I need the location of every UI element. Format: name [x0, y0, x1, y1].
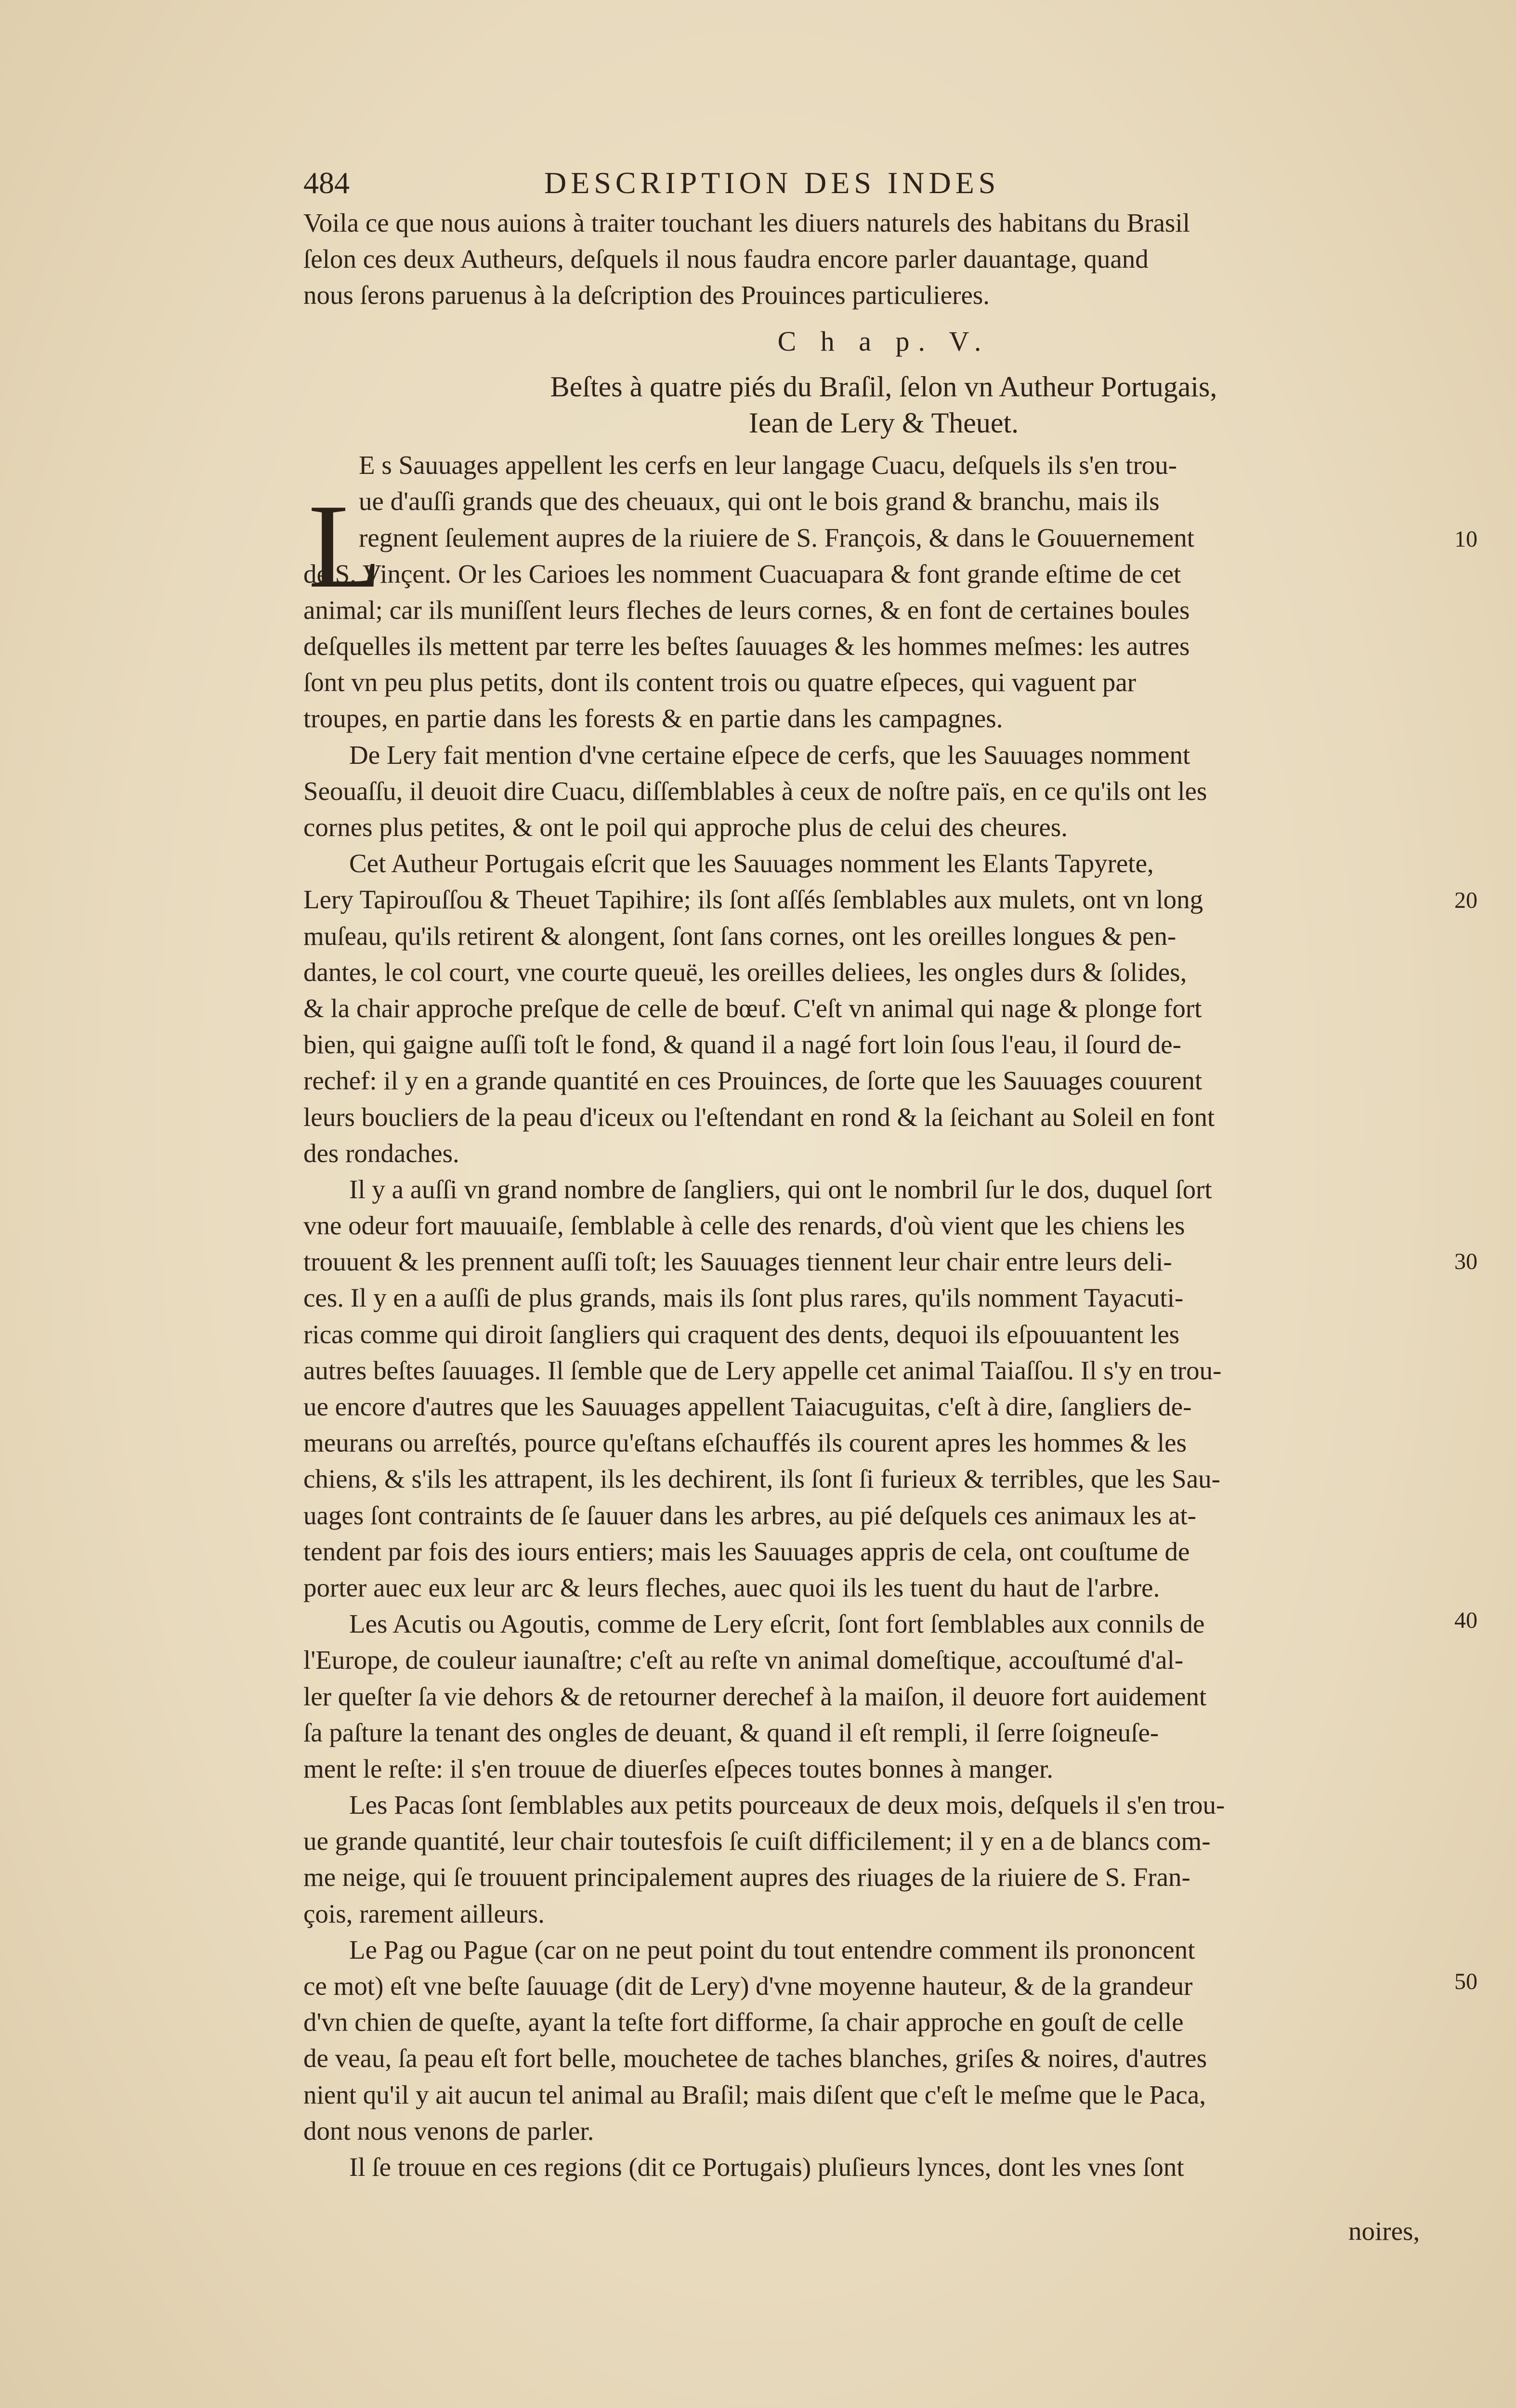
body-line: ler queſter ſa vie dehors & de retourner derechef à la maiſon, il deuore fort auidement — [303, 1681, 1207, 1711]
margin-line-number: 30 — [1454, 1249, 1477, 1274]
body-line: Le Pag ou Pague (car on ne peut point du tout entendre comment ils prononcent — [349, 1935, 1195, 1964]
body-line: deſquelles ils mettent par terre les beſtes ſauuages & les hommes meſmes: les autres — [303, 631, 1190, 661]
body-line: d'vn chien de queſte, ayant la teſte fort difforme, ſa chair approche en gouſt de celle — [303, 2007, 1184, 2037]
body-line: vne odeur fort mauuaiſe, ſemblable à celle des renards, d'où vient que les chiens les — [303, 1211, 1185, 1241]
body-line: leurs boucliers de la peau d'iceux ou l'eſtendant en rond & la ſeichant au Soleil en font — [303, 1102, 1215, 1132]
chapter-heading: C h a p. V. — [777, 325, 990, 357]
margin-line-number: 20 — [1454, 888, 1477, 913]
body-line: ſa paſture la tenant des ongles de deuant, & quand il eſt rempli, il ſerre ſoigneuſe- — [303, 1717, 1159, 1747]
body-line: tendent par fois des iours entiers; mais les Sauuages appris de cela, ont couſtume de — [303, 1536, 1190, 1566]
body-line: Les Pacas ſont ſemblables aux petits pourceaux de deux mois, deſquels il s'en trou- — [349, 1790, 1225, 1820]
body-line: & la chair approche preſque de celle de bœuf. C'eſt vn animal qui nage & plonge fort — [303, 993, 1202, 1023]
margin-line-number: 50 — [1454, 1969, 1477, 1994]
body-line: uages ſont contraints de ſe ſauuer dans les arbres, au pié deſquels ces animaux les at- — [303, 1500, 1197, 1530]
body-line: nient qu'il y ait aucun tel animal au Braſil; mais diſent que c'eſt le meſme que le Paca, — [303, 2080, 1206, 2109]
catchword: noires, — [1348, 2216, 1420, 2246]
body-line: chiens, & s'ils les attrapent, ils les dechirent, ils ſont ſi furieux & terribles, que les Sau- — [303, 1464, 1220, 1494]
body-line: ue grande quantité, leur chair toutesfois ſe cuiſt difficilement; il y en a de blancs com- — [303, 1826, 1211, 1856]
body-line: troupes, en partie dans les forests & en partie dans les campagnes. — [303, 704, 1003, 733]
drop-cap: L — [308, 480, 382, 613]
body-line: porter auec eux leur arc & leurs fleches, auec quoi ils les tuent du haut de l'arbre. — [303, 1572, 1160, 1602]
margin-line-number: 40 — [1454, 1608, 1477, 1633]
body-line: meurans ou arreſtés, pource qu'eſtans eſchauffés ils courent apres les hommes & les — [303, 1428, 1187, 1458]
body-line: ue d'auſſi grands que des cheuaux, qui ont le bois grand & branchu, mais ils — [359, 486, 1160, 516]
body-line: Il y a auſſi vn grand nombre de ſangliers, qui ont le nombril ſur le dos, duquel ſort — [349, 1174, 1212, 1204]
body-line: Cet Autheur Portugais eſcrit que les Sauuages nomment les Elants Tapyrete, — [349, 849, 1154, 878]
body-line: Lery Tapirouſſou & Theuet Tapihire; ils ſont aſſés ſemblables aux mulets, ont vn long — [303, 885, 1203, 915]
body-line: Les Acutis ou Agoutis, comme de Lery eſcrit, ſont fort ſemblables aux connils de — [349, 1609, 1205, 1639]
body-line: dantes, le col court, vne courte queuë, les oreilles deliees, les ongles durs & ſolides, — [303, 957, 1187, 987]
body-line: E s Sauuages appellent les cerfs en leur langage Cuacu, deſquels ils s'en trou- — [359, 450, 1177, 480]
running-title: DESCRIPTION DES INDES — [544, 166, 1000, 200]
chapter-body — [303, 447, 1464, 2185]
body-line: çois, rarement ailleurs. — [303, 1898, 545, 1928]
body-line: muſeau, qu'ils retirent & alongent, ſont ſans cornes, ont les oreilles longues & pen- — [303, 921, 1176, 951]
margin-line-number: 10 — [1454, 526, 1477, 552]
body-line: ricas comme qui diroit ſangliers qui craquent des dents, dequoi ils eſpouuantent les — [303, 1319, 1180, 1349]
body-line: des rondaches. — [303, 1138, 459, 1168]
text-block — [303, 205, 1464, 2185]
chapter-subtitle: Iean de Lery & Theuet. — [748, 406, 1019, 439]
intro-line: nous ſerons paruenus à la deſcription des Prouinces particulieres. — [303, 280, 990, 310]
body-line: Il ſe trouue en ces regions (dit ce Portugais) pluſieurs lynces, dont les vnes ſont — [349, 2152, 1184, 2182]
body-line: De Lery fait mention d'vne certaine eſpece de cerfs, que les Sauuages nomment — [349, 740, 1190, 770]
body-line: ces. Il y en a auſſi de plus grands, mais ils ſont plus rares, qu'ils nomment Tayacuti- — [303, 1283, 1184, 1313]
body-line: rechef: il y en a grande quantité en ces Prouinces, de ſorte que les Sauuages couurent — [303, 1066, 1202, 1096]
body-line: cornes plus petites, & ont le poil qui approche plus de celui des cheures. — [303, 812, 1068, 842]
body-line: de S. Vinçent. Or les Carioes les nomment Cuacuapara & font grande eſtime de cet — [303, 559, 1181, 589]
running-header — [303, 164, 1464, 202]
body-line: trouuent & les prennent auſſi toſt; les Sauuages tiennent leur chair entre leurs deli- — [303, 1247, 1172, 1277]
body-line: me neige, qui ſe trouuent principalement aupres des riuages de la riuiere de S. Fran- — [303, 1862, 1190, 1892]
intro-line: ſelon ces deux Autheurs, deſquels il nous faudra encore parler dauantage, quand — [303, 244, 1149, 274]
intro-line: Voila ce que nous auions à traiter touchant les diuers naturels des habitans du Brasil — [303, 208, 1190, 237]
body-line: l'Europe, de couleur iaunaſtre; c'eſt au reſte vn animal domeſtique, accouſtumé d'al- — [303, 1645, 1184, 1675]
body-line: animal; car ils muniſſent leurs fleches de leurs cornes, & en font de certaines boules — [303, 595, 1190, 625]
body-line: ſont vn peu plus petits, dont ils content trois ou quatre eſpeces, qui vaguent par — [303, 667, 1137, 697]
body-line: Seouaſſu, il deuoit dire Cuacu, diſſemblables à ceux de noſtre païs, en ce qu'ils ont les — [303, 776, 1207, 806]
body-line: ue encore d'autres que les Sauuages appellent Taiacuguitas, c'eſt à dire, ſangliers de- — [303, 1392, 1192, 1421]
body-line: ment le reſte: il s'en trouue de diuerſes eſpeces toutes bonnes à manger. — [303, 1754, 1054, 1783]
page-number: 484 — [303, 166, 350, 200]
body-line: autres beſtes ſauuages. Il ſemble que de Lery appelle cet animal Taiaſſou. Il s'y en trou- — [303, 1355, 1222, 1385]
body-line: dont nous venons de parler. — [303, 2116, 594, 2146]
body-line: regnent ſeulement aupres de la riuiere de S. François, & dans le Gouuernement — [359, 523, 1194, 552]
chapter-subtitle: Beſtes à quatre piés du Braſil, ſelon vn Autheur Portugais, — [550, 370, 1217, 403]
body-line: de veau, ſa peau eſt fort belle, mouchetee de taches blanches, griſes & noires, d'autres — [303, 2043, 1207, 2073]
body-line: bien, qui gaigne auſſi toſt le fond, & quand il a nagé fort loin ſous l'eau, il ſourd de- — [303, 1030, 1181, 1060]
body-line: ce mot) eſt vne beſte ſauuage (dit de Lery) d'vne moyenne hauteur, & de la grandeur — [303, 1971, 1193, 2001]
